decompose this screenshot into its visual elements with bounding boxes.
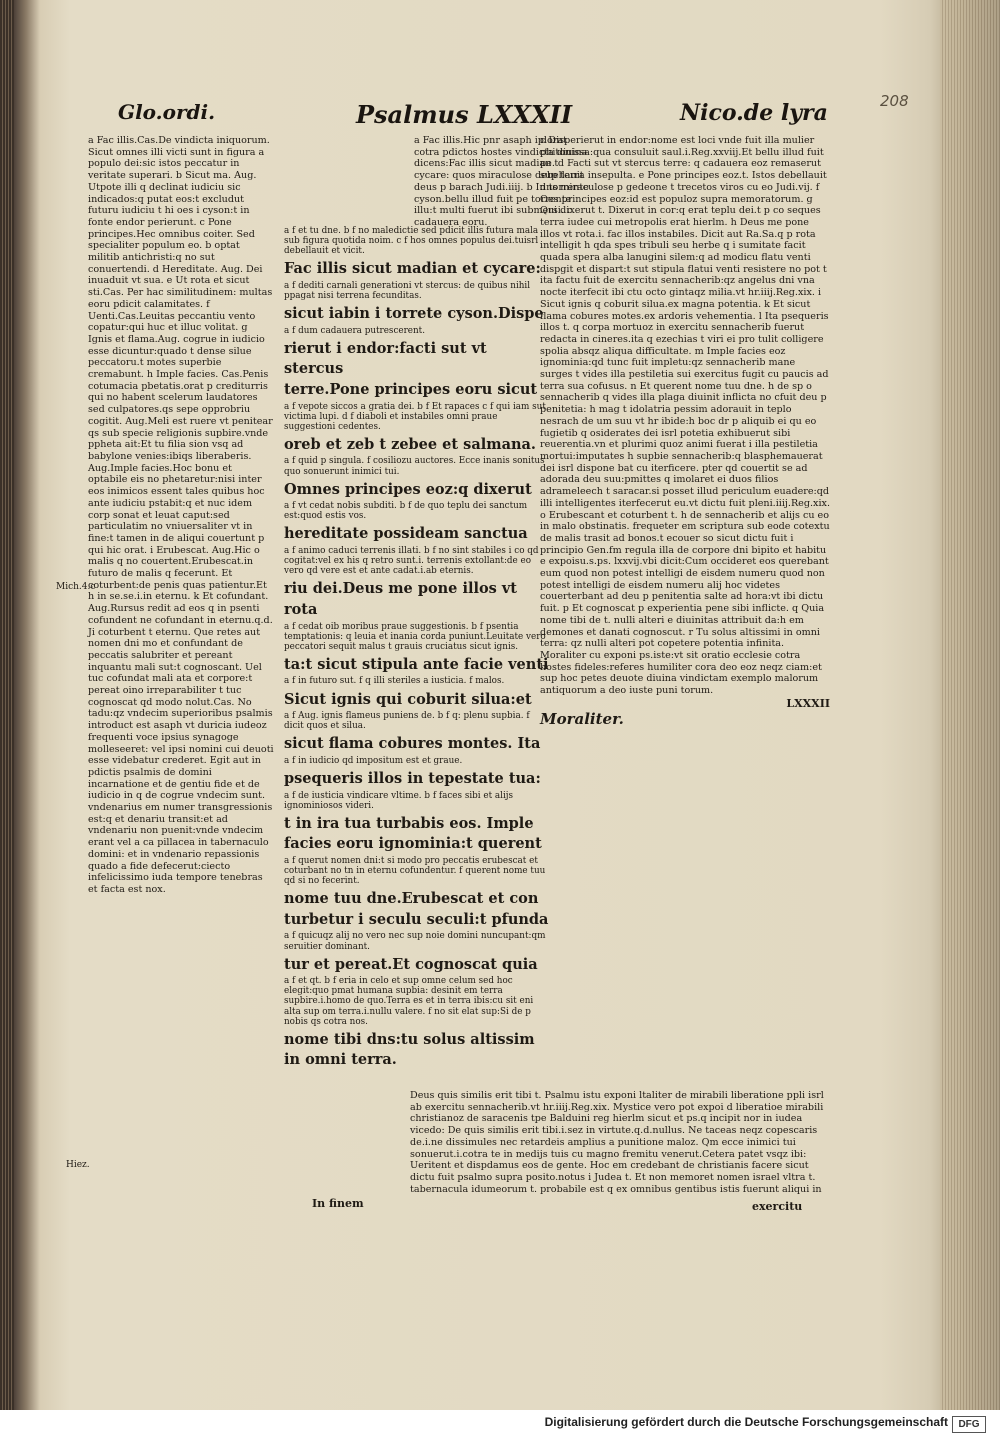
psalm-line: terre.Pone principes eoru sicut — [284, 380, 538, 398]
psalm-line: nome tuu dne.Erubescat et con — [284, 890, 539, 908]
psalm-line: oreb et zeb t zebee et salmana. — [284, 435, 536, 453]
rubric-in-finem: In finem — [312, 1197, 364, 1210]
interlinear-gloss: a f vepote siccos a gratia dei. b f Et rapaces c f qui iam sut victima lupi. d f diaboli et instabiles omni praue suggestioni cedentes. — [284, 401, 546, 432]
psalm-line: Sicut ignis qui coburit silua:et — [284, 690, 532, 708]
psalm-line: turbetur i seculu seculi:t pfunda — [284, 910, 549, 928]
nicolaus-de-lyra-column — [540, 135, 830, 1205]
interlinear-gloss: a f dediti carnali generationi vt stercus: de quibus nihil ppagat nisi terrena fecunditas. — [284, 280, 531, 302]
lyra-close-numeral: LXXXII — [786, 696, 830, 710]
psalm-line: rierut i endor:facti sut vt stercus — [284, 339, 487, 378]
interlinear-gloss: a f cedat oib moribus praue suggestionis. b f psentia temptationis: q leuia et inania corda puniunt.Leuitate vero peccatori sequit malus t grauis cruciatus sicut ignis. — [284, 621, 546, 652]
psalm-line: Omnes principes eoz:q dixerut — [284, 480, 532, 498]
psalm-line: ta:t sicut stipula ante facie venti — [284, 655, 549, 673]
moraliter-commentary: Deus quis similis erit tibi t. Psalmu istu exponi ltaliter de mirabili liberatione ppli isrl ab exercitu sennacherib.vt hr.iiij.Reg.xix. Mystice vero pot expoi d liberatioe mirabili christianoz de saracenis tpe Balduini reg hierlm sicut et ps.q incipit nor in iudea vicedo: De quis similis erit tibi.i.sez in virtute.q.d.nullus. Ne taceas neqz copescaris de.i.ne dissimules nec retardeis amplius a punitione maloz. Qm ecce inimici tui sonuerut.i.cotra te in medijs tuis cu magno fremitu venerut.Cetera patet vsqz ibi: Ueritent et dispdamus eos de gente. Hoc em credebant de christianis facere sicut dictu fuit psalmo supra posito.notus i Judea t. Et non memoret nomen israel vltra t. tabernacula idumeorum t. probabile est q ex omnibus gentibus istis fuerunt aliqui in — [410, 1090, 824, 1195]
gloss-ordinaria-column: a Fac illis.Cas.De vindicta iniquorum. Sicut omnes illi victi sunt in figura a populo dei:sic istos peccatur in veritate superari. b Sicut ma. Aug. Utpote illi q declinat iudiciu sic indicados:q putat eos:t excludut futuru iudiciu t hi oes i cyson:t in fonte endor perierunt. c Pone principes.Hec omnibus coiter. Sed specialiter populum eo. b optat militib antichristi:q no sut conuertendi. d Hereditate. Aug. Dei inuaduit vt sua. e Ut rota et sicut sti.Cas. Per hac similitudinem: multas eoru pdicit calamitates. f Uenti.Cas.Leuitas peccantiu vento copatur:qui huc et illuc volitat. g Ignis et flama.Aug. cogrue in iudicio esse dicuntur:quado t dense silue peccatoru.t motes superbie cremabunt. h Imple facies. Cas.Penis cotumacia pbetatis.orat p crediturris qui no habent scelerum laudatores sed culpatores.qs sepe opprobriu cogitit. Aug.Meli est ruere vt penitear qs sub specie religionis supbire.vnde ppheta ait:Et tu filia sion vsq ad babylone venies:ibiqs liberaberis. Aug.Imple facies.Hoc bonu et optabile eis no phetaretur:nisi inter eos inimicos essent tales quibus hoc ante iudiciu pstabit:q et nuc idem corp sonat et leuat caput:sed particulatim no vniuersaliter vt in fine:t tamen in de aliqui couertunt p qui hic orat. i Erubescat. Aug.Hic o malis q no couertent.Erubescat.in futuro de malis q fecerunt. Et coturbent:de penis quas patientur.Et h in se.se.i.in eternu. k Et cofundant. Aug.Rursus redit ad eos q in psenti cofundent ne cofundant in eternu.q.d. Ji coturbent t eternu. Que retes aut nomen dni mo et confundant de peccatis salubriter et pereant inquantu mali sut:t cognoscant. Uel tuc cofundat mali ata et corpore:t pereat oino irreparabiliter t tuc cognoscat qd modo nolut.Cas. No tadu:qz vndecim superioribus psalmis introduct est asaph vt duricia iudeoz frequenti voce ipsius synagoge molleseeret: vel ipsi nomini cui deuoti esse videbatur crederet. Egit aut in pdictis psalmis de domini incarnatione et de gentiu fide et de iudicio in q de cogrue vndecim sunt. vndenarius em numer transgressionis est:q et denariu transit:et ad vndenariu non puenit:vnde vndecim erant vel a ca pillacea in tabernaculo domini: et in vndenario repassionis quado a fide defecerut:ciecto infelicissimo iuda tempore tenebras et facta est nox. — [88, 135, 274, 895]
interlinear-gloss: a f animo caduci terrenis illati. b f no sint stabiles i co qd cogitat:vel ex his q retro sunt.i. terrenis extollant:de eo vero qd vere est et ante cadat.i.ab eternis. — [284, 546, 539, 577]
dfg-credit-text: Digitalisierung gefördert durch die Deutsche Forschungsgemeinschaft — [544, 1415, 948, 1429]
interlinear-gloss: a f querut nomen dni:t si modo pro peccatis erubescat et coturbant no tn in eternu cofundentur. f querent nome tuu qd si no fecerint. — [284, 855, 546, 887]
running-head-center: Psalmus LXXXII — [356, 100, 573, 129]
running-head-left: Glo.ordi. — [118, 100, 216, 124]
margin-note-micah: Mich.4.c — [56, 582, 96, 592]
page-number: 208 — [880, 92, 909, 110]
psalm-line: sicut flama cobures montes. Ita — [284, 735, 541, 753]
psalm-line: hereditate possideam sanctua — [284, 525, 528, 543]
interlinear-gloss: a f dum cadauera putrescerent. — [284, 325, 425, 336]
psalm-text-column — [284, 225, 550, 1069]
psalm-line: facies eoru ignominia:t querent — [284, 835, 542, 853]
lyra-opening-gloss: a Fac illis.Hic pnr asaph iplorat cotra pdictos hostes vindicta diuina dicens:Fac illis sicut madian t cycare: quos miraculose debellauit deus p barach Judi.iiij. b In torrente cyson.bellu illud fuit pe torrente illu:t multi fuerut ibi submersi. c cadauera eoru. — [414, 135, 589, 228]
interlinear-gloss: a f Aug. ignis flameus puniens de. b f q: plenu supbia. f dicit quos et silua. — [284, 711, 530, 732]
running-head-right: Nico.de lyra — [680, 100, 828, 126]
psalm-line: in omni terra. — [284, 1051, 397, 1069]
book-page-edges — [940, 0, 1000, 1410]
book-left-edge — [0, 0, 14, 1410]
psalm-line: tur et pereat.Et cognoscat quia — [284, 955, 538, 973]
interlinear-gloss: a f vt cedat nobis subditi. b f de quo teplu dei sanctum est:quod estis vos. — [284, 501, 528, 522]
interlinear-gloss: a f in iudicio qd impositum est et graue. — [284, 755, 463, 766]
interlinear-gloss: a f in futuro sut. f q illi steriles a iusticia. f malos. — [284, 676, 505, 687]
interlinear-gloss: a f de iusticia vindicare vltime. b f faces sibi et alijs ignominiosos videri. — [284, 790, 514, 811]
interlinear-gloss: a f quid p singula. f cosiliozu auctores. Ecce inanis sonitus quo sonuerunt inimici tui. — [284, 456, 545, 477]
interlinear-gloss: a f quicuqz alij no vero nec sup noie domini nuncupant:qm seruitier dominant. — [284, 931, 546, 952]
dfg-credit-bar — [0, 1410, 1000, 1438]
dfg-logo: DFG — [952, 1416, 986, 1433]
catchword: exercitu — [752, 1200, 803, 1213]
psalm-line: sicut iabin i torrete cyson.Dispe — [284, 305, 544, 323]
interlinear-gloss: a f et qt. b f eria in celo et sup omne celum sed hoc elegit:quo pmat humana supbia: desinit em terra supbire.i.homo de quo.Terra es et in terra ibis:cu sit eni alta sup om terra.i.nullu valere. f no sit elat sup:Si de p nobis qs cotra nos. — [284, 976, 534, 1027]
psalm-line: nome tibi dns:tu solus altissim — [284, 1030, 535, 1048]
lyra-commentary: c Disperierut in endor:nome est loci vnde fuit illa mulier phitonissa:qua consuluit saul.i.Reg.xxviij.Et bellu illud fuit pe. d Facti sut vt stercus terre: q cadauera eoz remaserut sup terra insepulta. e Pone principes eoz.t. Istos debellauit dns miraculose p gedeone t trecetos viros cu eo Judi.vij. f Oes principes eoz:id est populoz supra memoratorum. g Qui dixerut t. Dixerut in cor:q erat teplu dei.t p co seques terra iudee cui metropolis erat hierlm. h Deus me pone illos vt rota.i. fac illos instabiles. Dicit aut Ra.Sa.q p rota intelligit h qda spes tribuli seu herbe q i sumitate facit quada spera alba lanugini silem:q ad modicu flatu venti dispgit et dispart:t sut stipula flatui venti resistere no pot t ita factu fuit de exercitu sennacherib:qz angelus dni vna nocte iterfecit ibi ctu octo gintaqz milia.vt hr.iiij.Reg.xix. i Sicut ignis q coburit silua.ex magna potentia. k Et sicut flama cobures motes.ex ardoris vehementia. l Ita psequeris illos t. q corpa mortuoz in exercitu sennacherib fuerut redacta in cineres.ita q ezechias t viri ei pro tulit colligere spolia absqz aliqua difficultate. m Imple facies eoz ignominia:qd tunc fuit impletu:qz sennacherib mane surges t vides illa pestiletia sui exercitus fugit cu paucis ad terra sua cofusus. n Et querent nome tuu dne. h de sp o sennacherib q vides illa plaga diuinit inflicta no cfuit deu p penitetia: h mag t idolatria pessim adorauit in teplo nesrach de um suu vt hr ibide:h boc dr p aliquib ei qu eo fugietib q osiderates dei isrl potetia exhibuerut sibi reuerentia.vn et plurimi quoz animi fuerat i illa pestiletia mortui:imputates h supbie sennacherib:q blasphemauerat dei isrl dispone bat cu iterficere. pter qd couertit se ad adorada deu suu:pmittes q imolaret ei duos filios adrameleech t saracar.si posset illud periculum euadere:qd illi intelligentes iterfecerut eu.vt dictu fuit pleni.iiij.Reg.xix. o Erubescant et coturbent t. h de sennacherib et alijs cu eo in malo obstinatis. frequeter em scriptura sub eode cotextu de malis trasit ad bonos.t ecouer so sicut dictu fuit i principio Gen.fm regula illa de corpore dni bipito et habitu e expoisu.s.ps. lxxvij.vbi dicit:Cum occideret eos querebant eum quod non potest intelligi de eisdem numeru quod non potest intelligi de eisdem numeru alij hoc videtes couerterbant ad deu p penitentia salte ad hora:vt ibi dictu fuit. p Et cognoscat p experientia pene sibi inflicte. q Quia nome tibi de t. nulli alteri e diuinitas attribuit da:h em demones et danati cognoscut. r Tu solus altissimi in omni terra: qz nulli alteri pot copetere potentia infinita. Moraliter cu exponi ps.iste:vt sit oratio ecclesie cotra hostes fideles:referes humiliter cora deo eoz neqz ciam:et sup hoc petes deuote diuina vindictam exemplo malorum antiquorum a deo iuste puni torum. — [540, 135, 830, 697]
moraliter-heading: Moraliter. — [540, 710, 624, 729]
psalm-line: t in ira tua turbabis eos. Imple — [284, 814, 534, 832]
psalm-line: Fac illis sicut madian et cycare: — [284, 260, 541, 278]
margin-note-job: Hiez. — [66, 1160, 90, 1170]
psalm-line: riu dei.Deus me pone illos vt rota — [284, 580, 517, 618]
psalm-line: psequeris illos in tepestate tua: — [284, 770, 541, 788]
interlinear-gloss: a f et tu dne. b f no maledictie sed pdicit illis futura mala sub figura quotida noim. c f hos omnes populus dei.tuisrl debellauit et vicit. — [284, 226, 539, 257]
